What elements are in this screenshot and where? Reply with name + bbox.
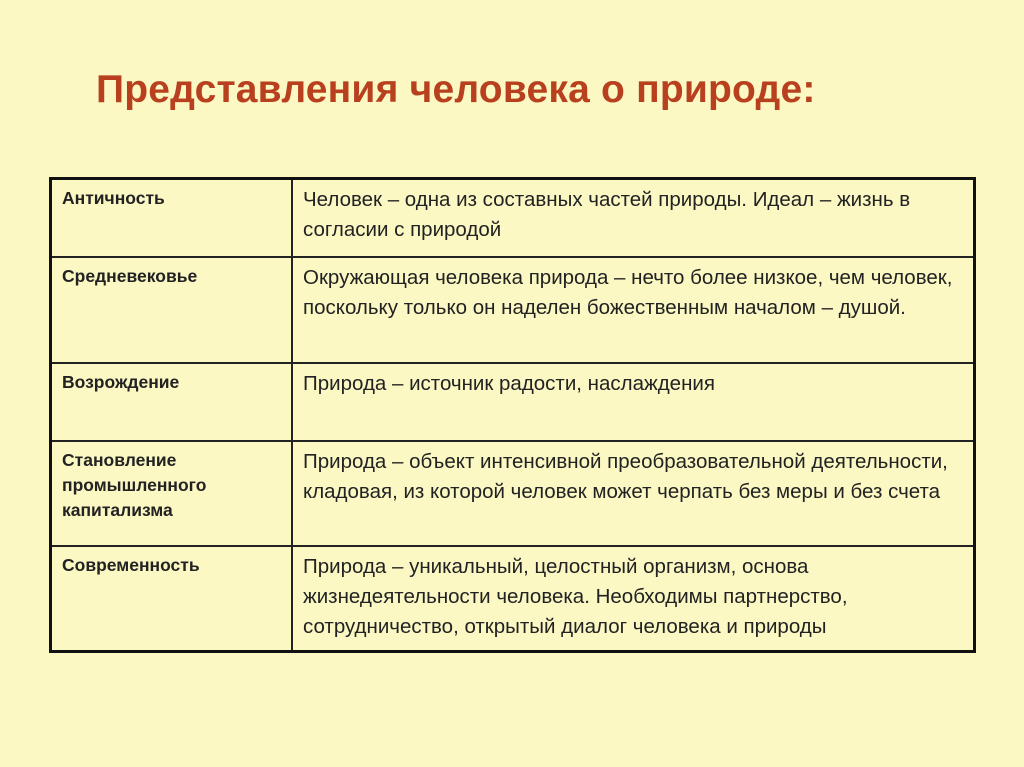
era-cell: Античность [51, 179, 293, 258]
table-row [51, 546, 975, 652]
description-cell: Природа – уникальный, целостный организм, основа жизнедеятельности человека. Необходимы партнерство, сотрудничество, открытый диалог человека и природы [292, 546, 975, 652]
table-row [51, 257, 975, 363]
era-cell: Становление промышленного капитализма [51, 441, 293, 546]
table-row [51, 441, 975, 546]
slide-title: Представления человека о природе: [96, 68, 816, 111]
description-cell: Окружающая человека природа – нечто более низкое, чем человек, поскольку только он наделен божественным началом – душой. [292, 257, 975, 363]
era-cell: Возрождение [51, 363, 293, 441]
era-cell: Современность [51, 546, 293, 652]
description-cell: Человек – одна из составных частей природы. Идеал – жизнь в согласии с природой [292, 179, 975, 258]
description-cell: Природа – источник радости, наслаждения [292, 363, 975, 441]
table-row [51, 363, 975, 441]
era-cell: Средневековье [51, 257, 293, 363]
eras-table [49, 177, 976, 653]
description-cell: Природа – объект интенсивной преобразовательной деятельности, кладовая, из которой человек может черпать без меры и без счета [292, 441, 975, 546]
table-row [51, 179, 975, 258]
